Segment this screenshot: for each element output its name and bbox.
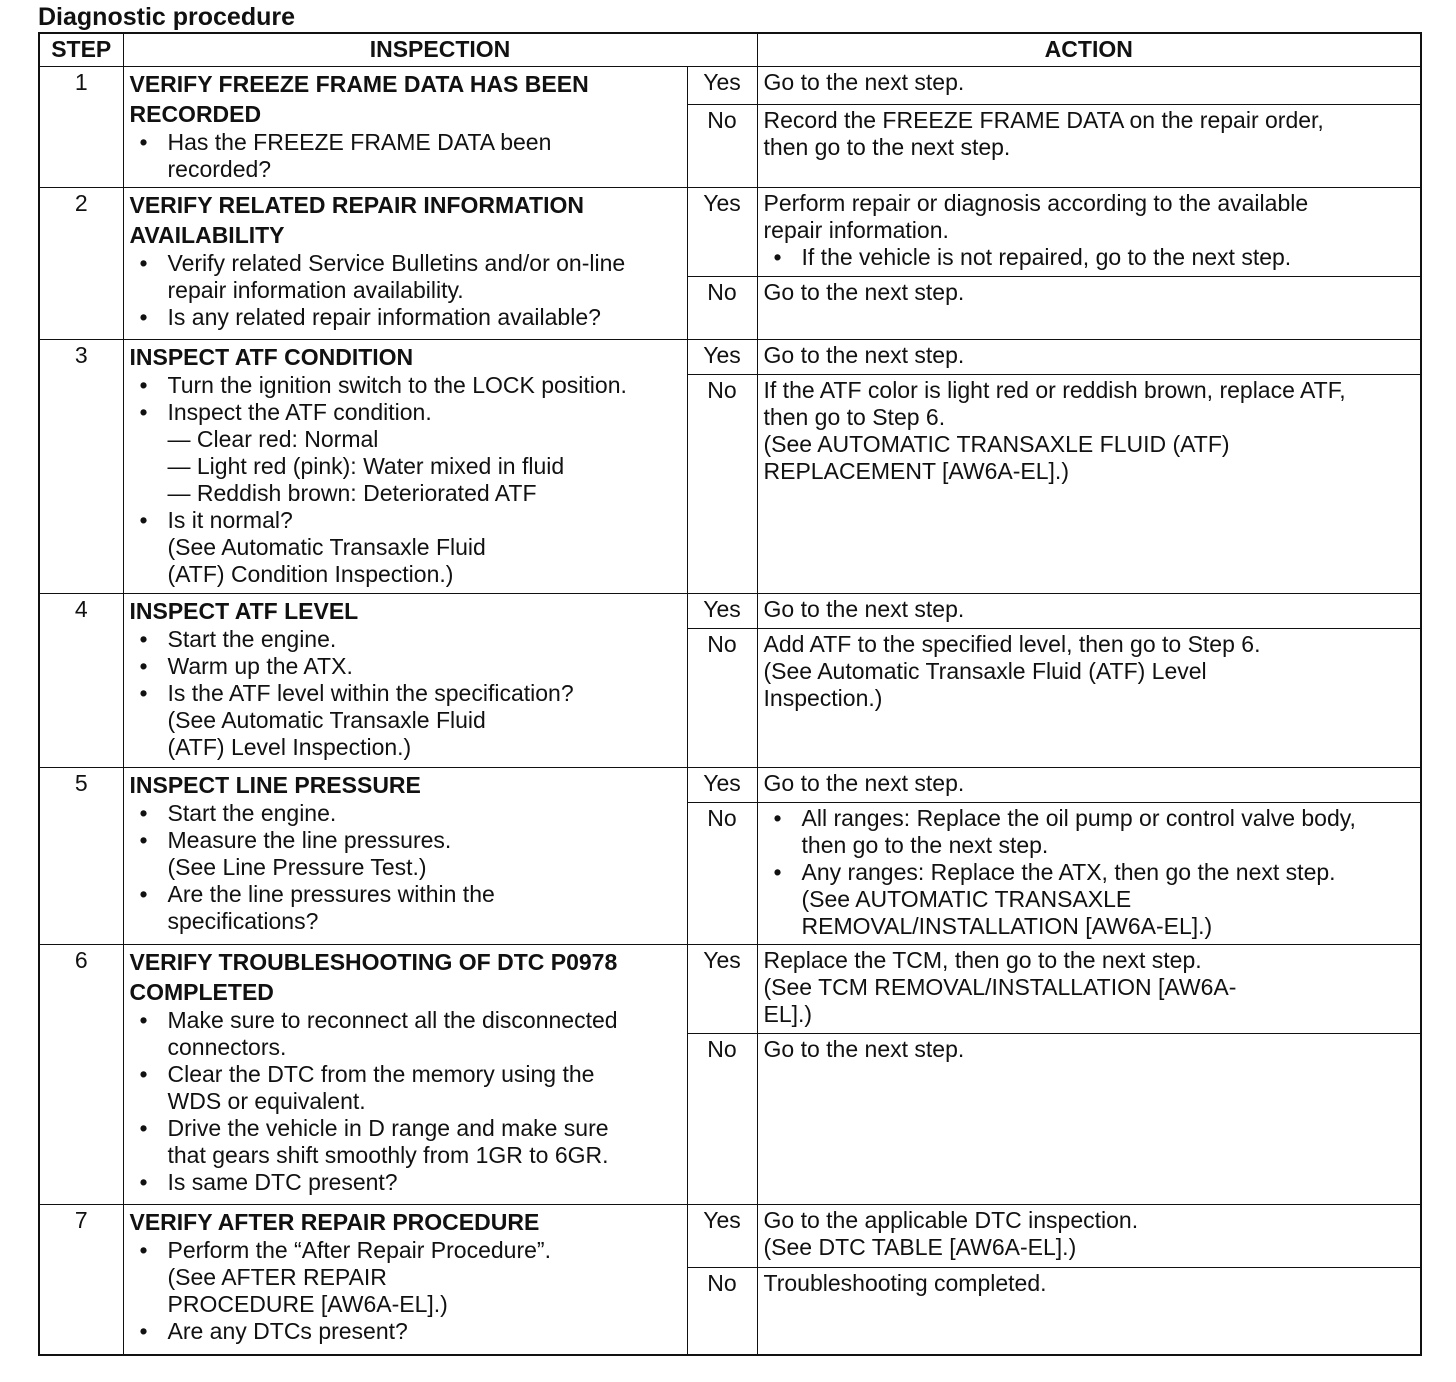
text-line: Troubleshooting completed. [763,1270,1047,1296]
text-line: VERIFY FREEZE FRAME DATA HAS BEEN [129,71,589,97]
answer-yes: Yes [687,945,757,1034]
answer-yes: Yes [687,67,757,105]
text-line: INSPECT ATF CONDITION [129,344,414,370]
action-bullet [764,805,1415,859]
inspection-bullet [130,250,681,304]
document-page [38,2,1420,1356]
inspection-bullet [130,1115,681,1169]
text-line: REPLACEMENT [AW6A-EL].) [763,458,1069,484]
inspection-bullet [130,304,681,331]
inspection-bullet [130,1318,681,1345]
text-line: specifications? [167,908,319,934]
text-line: (See AUTOMATIC TRANSAXLE FLUID (ATF) [763,431,1230,457]
text-line: EL].) [763,1001,813,1027]
text-line: (ATF) Level Inspection.) [167,734,412,760]
text-line: • Clear the DTC from the memory using the [167,1061,595,1087]
inspection-bullet [130,653,681,680]
step-number: 2 [39,188,123,340]
step-number: 6 [39,945,123,1205]
text-line: Go to the next step. [763,69,965,95]
text-line: (See Automatic Transaxle Fluid [167,534,486,560]
step-row-yes [39,1205,1421,1268]
page-title: Diagnostic procedure [38,3,295,31]
answer-no: No [687,1268,757,1356]
inspection-cell [123,945,687,1205]
inspection-title [130,1207,681,1237]
inspection-bullets [130,129,681,183]
answer-no: No [687,104,757,187]
step-row-yes [39,945,1421,1034]
text-line: If the ATF color is light red or reddish brown, replace ATF, [763,377,1346,403]
text-line: (See TCM REMOVAL/INSTALLATION [AW6A- [763,974,1237,1000]
text-line: INSPECT ATF LEVEL [129,598,359,624]
inspection-bullets [130,1007,681,1196]
text-line: — Light red (pink): Water mixed in fluid [167,453,565,479]
step-row-yes [39,768,1421,803]
text-line: • Warm up the ATX. [167,653,353,679]
answer-no: No [687,1034,757,1205]
text-line: • Are the line pressures within the [167,881,495,907]
text-line: RECORDED [129,101,262,127]
step-row-yes [39,340,1421,375]
text-line: Record the FREEZE FRAME DATA on the repair order, [763,106,1324,133]
text-line: • Is it normal? [167,507,293,533]
text-line: (See DTC TABLE [AW6A-EL].) [763,1234,1077,1260]
inspection-title [130,596,681,626]
inspection-bullet [130,1169,681,1196]
inspection-title [130,190,681,250]
action-no [757,277,1421,340]
action-no [757,1034,1421,1205]
text-line: VERIFY AFTER REPAIR PROCEDURE [129,1209,540,1235]
inspection-title [130,947,681,1007]
text-line: VERIFY RELATED REPAIR INFORMATION [129,192,584,218]
inspection-title [130,770,681,800]
action-no [757,629,1421,768]
inspection-bullet [130,399,681,507]
text-line: then go to the next step. [763,133,1011,160]
inspection-bullet [130,1237,681,1318]
step-row-yes [39,594,1421,629]
action-yes [757,594,1421,629]
step-row-yes [39,67,1421,105]
action-yes [757,768,1421,803]
action-yes [757,67,1421,105]
inspection-bullets [130,800,681,935]
inspection-bullet [130,1061,681,1115]
text-line: AVAILABILITY [129,222,285,248]
inspection-bullet [130,827,681,881]
text-line: Go to the next step. [763,770,965,796]
text-line: (See AUTOMATIC TRANSAXLE [801,886,1132,912]
inspection-cell [123,1205,687,1356]
text-line: recorded? [167,156,272,182]
text-line: Go to the applicable DTC inspection. [763,1207,1139,1233]
action-bullets [764,244,1415,271]
diagnostic-table [38,32,1422,1356]
step-number: 4 [39,594,123,768]
text-line: • Inspect the ATF condition. [167,399,432,425]
answer-yes: Yes [687,594,757,629]
inspection-cell [123,340,687,594]
text-line: • Turn the ignition switch to the LOCK position. [167,372,627,398]
text-line: Go to the next step. [763,1036,965,1062]
text-line: Go to the next step. [763,279,965,305]
inspection-bullet [130,372,681,399]
text-line: Replace the TCM, then go to the next step. [763,947,1202,973]
text-line: • Is any related repair information available? [167,304,601,330]
text-line: • Has the FREEZE FRAME DATA been [167,129,552,155]
inspection-bullet [130,129,681,183]
text-line: — Clear red: Normal [167,426,379,452]
table-header-row [39,33,1421,67]
text-line: repair information availability. [167,277,464,303]
inspection-bullet [130,507,681,588]
inspection-bullet [130,881,681,935]
text-line: Inspection.) [763,685,883,711]
answer-yes: Yes [687,188,757,277]
answer-no: No [687,629,757,768]
text-line: then go to the next step. [801,832,1049,858]
inspection-bullets [130,1237,681,1345]
inspection-cell [123,67,687,188]
action-no [757,803,1421,945]
inspection-bullet [130,800,681,827]
text-line: • Are any DTCs present? [167,1318,408,1344]
text-line: • Perform the “After Repair Procedure”. [167,1237,551,1263]
text-line: then go to Step 6. [763,404,946,430]
text-line: connectors. [167,1034,287,1060]
action-bullets [764,805,1415,940]
header-step: STEP [39,33,123,67]
text-line: (ATF) Condition Inspection.) [167,561,454,587]
inspection-bullets [130,372,681,588]
text-line: • Is the ATF level within the specification? [167,680,574,706]
text-line: • Measure the line pressures. [167,827,452,853]
text-line: — Reddish brown: Deteriorated ATF [167,480,537,506]
step-row-yes [39,188,1421,277]
inspection-bullet [130,626,681,653]
text-line: • Make sure to reconnect all the disconnected [167,1007,618,1033]
text-line: that gears shift smoothly from 1GR to 6GR. [167,1142,609,1168]
inspection-title [130,342,681,372]
step-number: 5 [39,768,123,945]
answer-yes: Yes [687,340,757,375]
text-line: • Is same DTC present? [167,1169,398,1195]
action-yes [757,188,1421,277]
answer-yes: Yes [687,768,757,803]
text-line: • Start the engine. [167,626,337,652]
text-line: • Drive the vehicle in D range and make sure [167,1115,609,1141]
table-body [39,67,1421,1356]
text-line: Add ATF to the specified level, then go to Step 6. [763,631,1261,657]
text-line: • Verify related Service Bulletins and/or on-line [167,250,626,276]
inspection-bullets [130,626,681,761]
action-yes [757,340,1421,375]
text-line: REMOVAL/INSTALLATION [AW6A-EL].) [801,913,1213,939]
inspection-bullets [130,250,681,331]
text-line: • Any ranges: Replace the ATX, then go the next step. [801,859,1336,885]
header-action: ACTION [757,33,1421,67]
action-bullet [764,859,1415,940]
action-no [757,104,1421,187]
step-number: 7 [39,1205,123,1356]
text-line: Perform repair or diagnosis according to the available [763,190,1309,216]
step-number: 1 [39,67,123,188]
action-bullet: • If the vehicle is not repaired, go to the next step. [764,244,1415,271]
text-line: repair information. [763,217,949,243]
action-yes [757,1205,1421,1268]
text-line: (See AFTER REPAIR [167,1264,387,1290]
text-line: • All ranges: Replace the oil pump or control valve body, [801,805,1356,831]
text-line: Go to the next step. [763,596,965,622]
text-line: (See Automatic Transaxle Fluid [167,707,486,733]
text-line: (See Automatic Transaxle Fluid (ATF) Level [763,658,1207,684]
text-line: Go to the next step. [763,342,965,368]
text-line: (See Line Pressure Test.) [167,854,427,880]
inspection-bullet [130,680,681,761]
text-line: WDS or equivalent. [167,1088,366,1114]
answer-no: No [687,803,757,945]
text-line: COMPLETED [129,979,274,1005]
answer-yes: Yes [687,1205,757,1268]
answer-no: No [687,375,757,594]
action-yes [757,945,1421,1034]
text-line: PROCEDURE [AW6A-EL].) [167,1291,448,1317]
inspection-cell [123,188,687,340]
action-no [757,1268,1421,1356]
text-line: VERIFY TROUBLESHOOTING OF DTC P0978 [129,949,618,975]
inspection-title [130,69,681,129]
action-no [757,375,1421,594]
inspection-bullet [130,1007,681,1061]
step-number: 3 [39,340,123,594]
inspection-cell [123,768,687,945]
text-line: • Start the engine. [167,800,337,826]
text-line: INSPECT LINE PRESSURE [129,772,421,798]
answer-no: No [687,277,757,340]
header-inspection: INSPECTION [123,33,757,67]
inspection-cell [123,594,687,768]
